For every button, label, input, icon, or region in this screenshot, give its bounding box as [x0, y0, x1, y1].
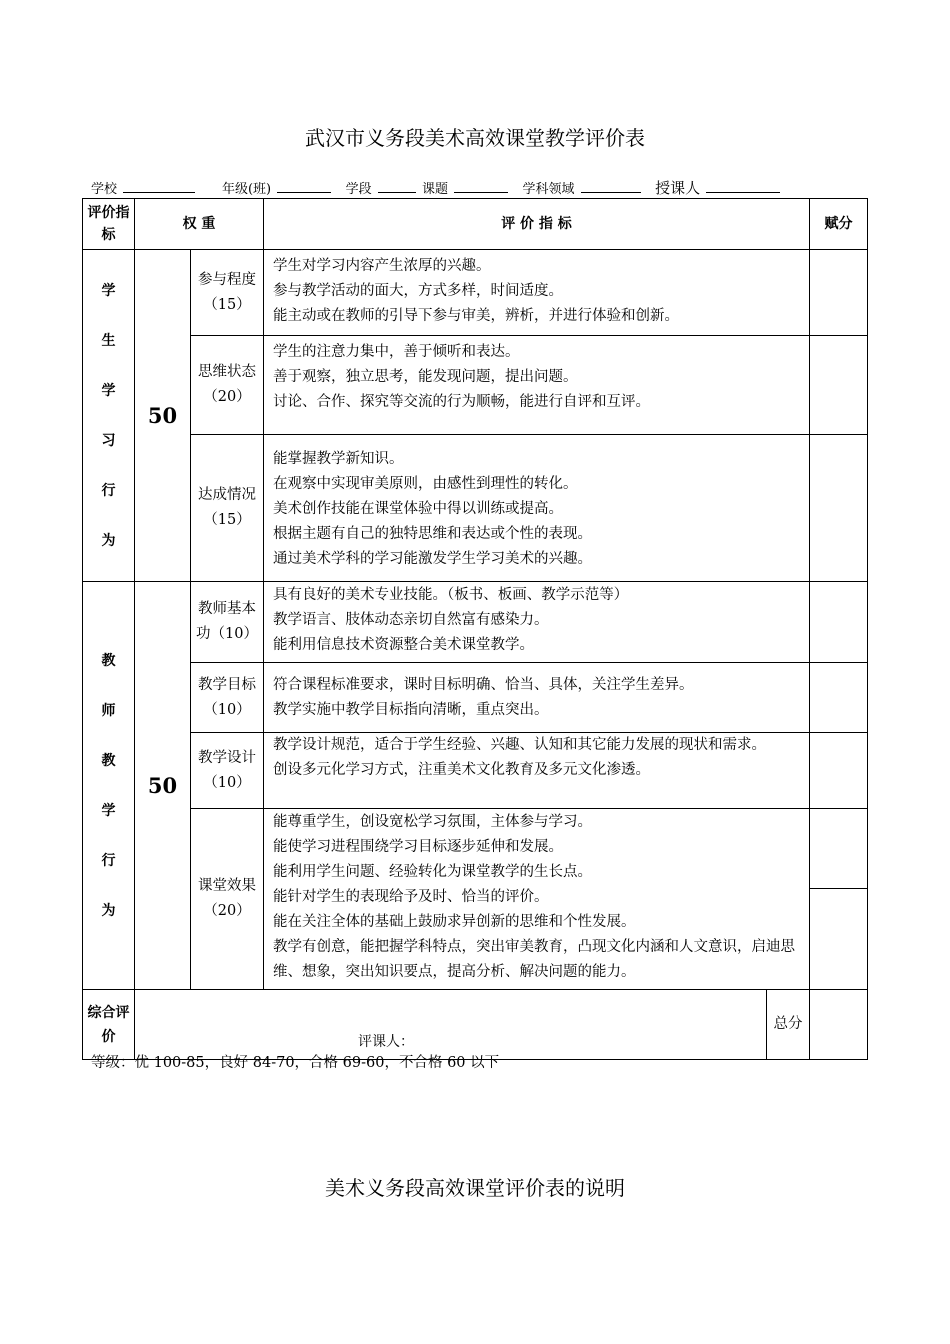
- teacher-field[interactable]: [706, 179, 780, 193]
- section-title: 美术义务段高效课堂评价表的说明: [325, 1176, 625, 1200]
- category-teacher-behavior: 教 师 教 学 行 为: [83, 582, 135, 990]
- page-title: 武汉市义务段美术高效课堂教学评价表: [305, 126, 645, 150]
- table-row: [83, 435, 868, 582]
- field-field[interactable]: [581, 179, 641, 193]
- header-criteria: 评 价 指 标: [264, 199, 810, 250]
- header-weight: 权 重: [135, 199, 264, 250]
- topic-field[interactable]: [454, 179, 508, 193]
- score-cell[interactable]: [810, 889, 868, 990]
- table-footer-row: [83, 990, 868, 1060]
- score-cell[interactable]: [810, 582, 868, 663]
- criteria-cell: 能掌握教学新知识。 在观察中实现审美原则，由感性到理性的转化。 美术创作技能在课堂体验中得以训练或提高。 根据主题有自己的独特思维和表达或个性的表现。 通过美术学科的学习能激发学生学习美术的兴趣。: [264, 435, 810, 582]
- overall-label: 综合评价: [83, 990, 135, 1060]
- score-cell[interactable]: [810, 336, 868, 435]
- teacher-label: 授课人: [655, 179, 701, 197]
- topic-label: 课题: [421, 182, 448, 197]
- criteria-cell: 学生对学习内容产生浓厚的兴趣。 参与教学活动的面大，方式多样，时间适度。 能主动或在教师的引导下参与审美，辨析，并进行体验和创新。: [264, 250, 810, 336]
- table-row: [83, 336, 868, 435]
- sub-indicator: 教学目标（10）: [191, 663, 264, 733]
- grade-field[interactable]: [277, 179, 331, 193]
- school-label: 学校: [91, 182, 118, 197]
- evaluation-table: [82, 198, 868, 1060]
- table-row: [83, 663, 868, 733]
- score-cell[interactable]: [810, 809, 868, 889]
- table-header-row: [83, 199, 868, 250]
- score-cell[interactable]: [810, 733, 868, 809]
- criteria-cell: 教学设计规范，适合于学生经验、兴趣、认知和其它能力发展的现状和需求。 创设多元化学习方式，注重美术文化教育及多元文化渗透。: [264, 733, 810, 809]
- sub-indicator: 思维状态（20）: [191, 336, 264, 435]
- overall-evaluation-cell[interactable]: [135, 990, 767, 1060]
- weight-value: 50: [135, 250, 191, 582]
- table-row: [83, 250, 868, 336]
- sub-indicator: 教学设计（10）: [191, 733, 264, 809]
- stage-field[interactable]: [378, 179, 416, 193]
- stage-label: 学段: [345, 182, 372, 197]
- weight-value: 50: [135, 582, 191, 990]
- score-cell[interactable]: [810, 435, 868, 582]
- grade-note: 等级：优 100-85，良好 84-70，合格 69-60，不合格 60 以下: [91, 1055, 500, 1071]
- criteria-cell: 能尊重学生，创设宽松学习氛围，主体参与学习。 能使学习进程围绕学习目标逐步延伸和发展。 能利用学生问题、经验转化为课堂教学的生长点。 能针对学生的表现给予及时、恰当的评价。 能在关注全体的基础上鼓励求异创新的思维和个性发展。 教学有创意，能把握学科特点，突出审美教育，凸现文化内涵和人文意识，启迪思维、想象，突出知识要点，提高分析、解决问题的能力。: [264, 809, 810, 990]
- evaluator-label: 评课人：: [358, 1034, 414, 1050]
- sub-indicator: 参与程度（15）: [191, 250, 264, 336]
- header-indicator: 评价指标: [83, 199, 135, 250]
- category-student-behavior: 学 生 学 习 行 为: [83, 250, 135, 582]
- grade-label: 年级(班): [221, 182, 272, 197]
- school-field[interactable]: [123, 179, 195, 193]
- sub-indicator: 课堂效果（20）: [191, 809, 264, 990]
- table-row: [83, 582, 868, 663]
- total-label: 总分: [767, 990, 810, 1060]
- field-label: 学科领域: [522, 182, 575, 197]
- table-row: [83, 733, 868, 809]
- score-cell[interactable]: [810, 663, 868, 733]
- form-meta-line: [91, 177, 782, 198]
- sub-indicator: 教师基本功（10）: [191, 582, 264, 663]
- table-row: [83, 809, 868, 889]
- criteria-cell: 符合课程标准要求，课时目标明确、恰当、具体，关注学生差异。 教学实施中教学目标指向清晰，重点突出。: [264, 663, 810, 733]
- header-score: 赋分: [810, 199, 868, 250]
- score-cell[interactable]: [810, 250, 868, 336]
- criteria-cell: 具有良好的美术专业技能。（板书、板画、教学示范等） 教学语言、肢体动态亲切自然富有感染力。 能利用信息技术资源整合美术课堂教学。: [264, 582, 810, 663]
- total-score-cell[interactable]: [810, 990, 868, 1060]
- criteria-cell: 学生的注意力集中，善于倾听和表达。 善于观察，独立思考，能发现问题，提出问题。 讨论、合作、探究等交流的行为顺畅，能进行自评和互评。: [264, 336, 810, 435]
- sub-indicator: 达成情况（15）: [191, 435, 264, 582]
